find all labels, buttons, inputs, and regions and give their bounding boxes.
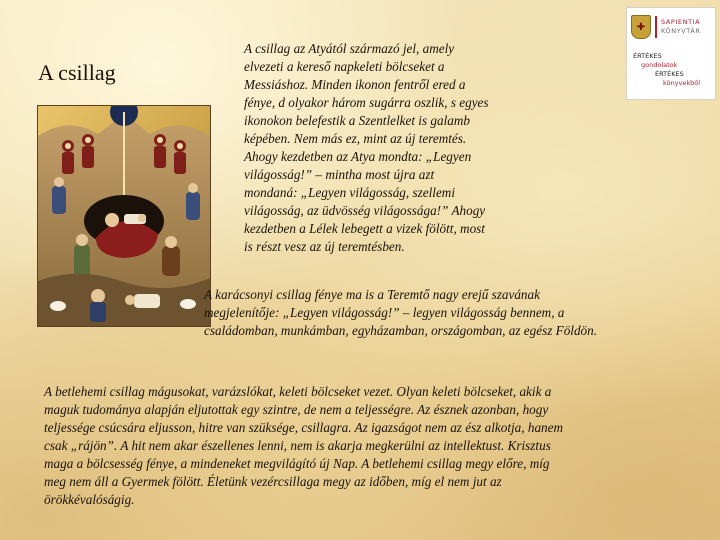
text-line: meg nem áll a Gyermek fölött. Életünk vezércsillaga megy az időben, míg el nem jut az xyxy=(44,474,502,489)
text-line: fénye, d olyakor három sugárra oszlik, s egyes xyxy=(244,95,489,110)
crest-icon: ✚ xyxy=(631,15,651,39)
text-line: kezdetben a Lélek lebegett a vizek fölött, most xyxy=(244,221,485,236)
text-line: világosság!” – mintha most újra azt xyxy=(244,167,435,182)
text-line: örökkévalóságig. xyxy=(44,492,135,507)
paragraph-christmas-star xyxy=(204,286,597,340)
text-line: teljessége csúcsára eljusson, hitre van szüksége, csillagra. Az igazságot nem az ész alkotja, hanem xyxy=(44,420,564,435)
text-line: A betlehemi csillag mágusokat, varázslókat, keleti bölcseket vezet. Olyan keleti bölcseket, akik a xyxy=(44,384,552,399)
logo-brand-line1: SAPIENTIA xyxy=(661,18,701,26)
page-title: A csillag xyxy=(38,60,116,85)
text-line: ikonokon belefestik a Szentlelket is galamb xyxy=(244,113,470,128)
text-line: Ahogy kezdetben az Atya mondta: „Legyen xyxy=(244,149,472,164)
paragraph-star-origin xyxy=(244,40,489,256)
text-line: képében. Nem más ez, mint az új teremtés. xyxy=(244,131,467,146)
nativity-icon-image xyxy=(38,106,210,326)
logo-tagline-line: ÉRTÉKES xyxy=(633,52,662,60)
text-line: Messiáshoz. Minden ikonon fentről ered a xyxy=(244,77,466,92)
text-line: A csillag az Atyától származó jel, amely xyxy=(244,41,455,56)
text-line: csak „rájön”. A hit nem akar észellenes lenni, nem is akarja megkerülni az intellektust. Krisztus xyxy=(44,438,551,453)
paragraph-bethlehem-star xyxy=(44,383,563,509)
sapientia-library-logo xyxy=(626,7,716,100)
logo-tagline-line: gondolatok xyxy=(641,61,678,69)
text-line: maga a bölcsesség fénye, a mindeneket megvilágító új Nap. A betlehemi csillag megy előre, míg xyxy=(44,456,550,471)
text-line: elvezeti a kereső napkeleti bölcseket a xyxy=(244,59,445,74)
text-line: megjelenítője: „Legyen világosság!” – legyen világosság bennem, a xyxy=(204,305,565,320)
logo-tagline-line: könyvekből xyxy=(663,79,700,87)
text-line: világosság, az üdvösség világossága!” Ahogy xyxy=(244,203,486,218)
text-line: is részt vesz az új teremtésben. xyxy=(244,239,405,254)
text-line: maguk tudománya alapján eljutottak egy szintre, de nem a teljességre. Az észnek azonban, hogy xyxy=(44,402,549,417)
logo-brand-line2: KÖNYVTÁR xyxy=(661,27,701,35)
logo-tagline-line: ÉRTÉKES xyxy=(655,70,684,78)
text-line: mondaná: „Legyen világosság, szellemi xyxy=(244,185,455,200)
logo-divider xyxy=(655,16,657,38)
text-line: A karácsonyi csillag fénye ma is a Teremtő nagy erejű szavának xyxy=(204,287,540,302)
logo-tagline xyxy=(633,52,713,88)
text-line: családomban, munkámban, egyházamban, országomban, az egész Földön. xyxy=(204,323,598,338)
